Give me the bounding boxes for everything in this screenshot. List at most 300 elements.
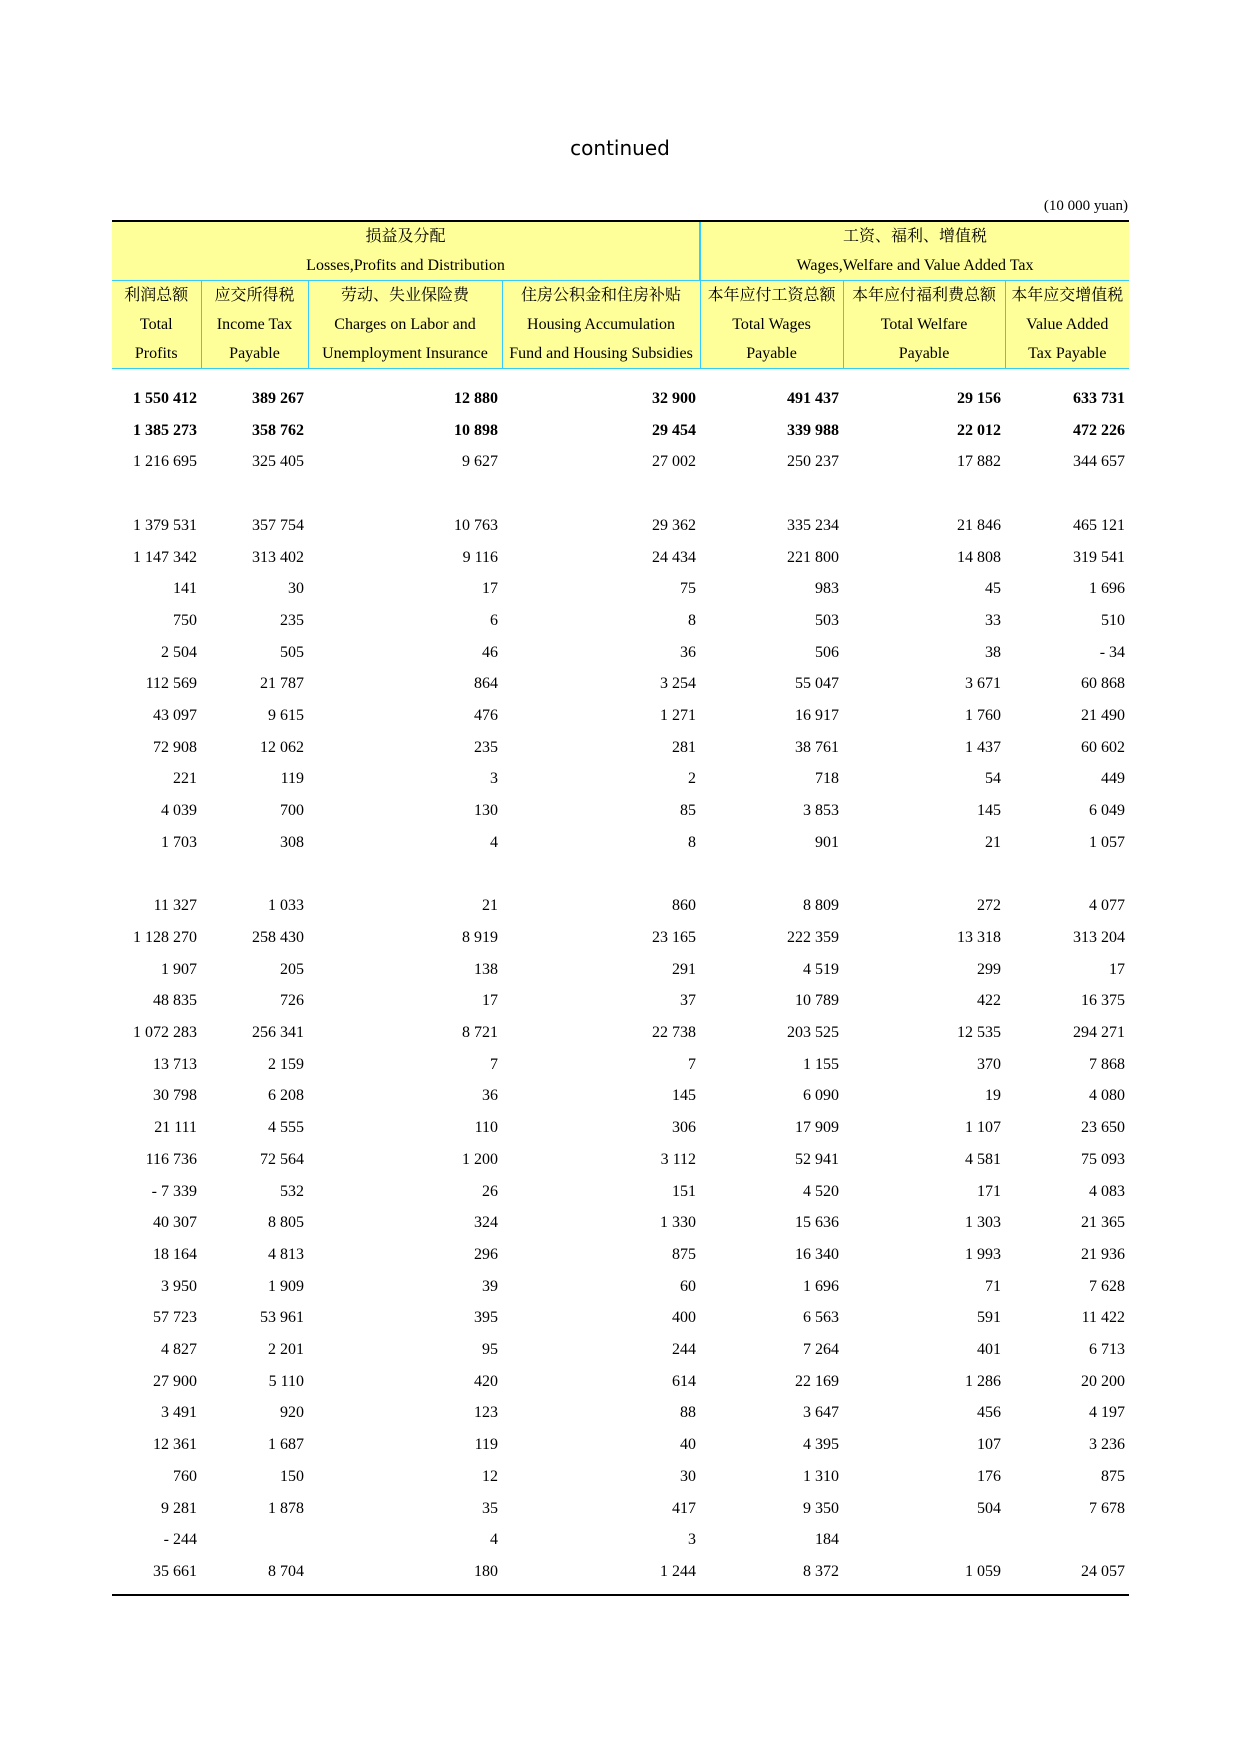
table-row [112, 1239, 1129, 1271]
table-cell: 38 761 [795, 738, 840, 756]
table-cell: 339 988 [787, 421, 840, 439]
table-row [112, 1049, 1129, 1081]
table-cell: 1 059 [843, 1556, 1005, 1595]
table-cell: 35 [482, 1499, 498, 1517]
table-row [112, 1144, 1129, 1176]
table-cell: 875 [1101, 1467, 1126, 1485]
table-cell: 88 [680, 1404, 697, 1422]
table-cell: 53 961 [260, 1309, 304, 1327]
page-title: continued [570, 136, 670, 160]
table-cell: 39 [482, 1277, 498, 1295]
table-row [112, 1176, 1129, 1208]
table-cell: 48 835 [153, 992, 197, 1010]
table-cell: 112 569 [145, 675, 197, 693]
spacer-row [112, 478, 1129, 510]
table-cell: 15 636 [795, 1214, 840, 1232]
table-row [112, 668, 1129, 700]
table-row [112, 510, 1129, 542]
table-cell: 6 208 [268, 1087, 304, 1105]
table-cell: 32 900 [652, 390, 697, 407]
table-row [112, 542, 1129, 574]
table-cell: 1 244 [502, 1556, 700, 1595]
table-cell: 235 [474, 738, 498, 756]
table-cell: 4 039 [161, 802, 197, 820]
unit-label: (10 000 yuan) [1043, 198, 1128, 214]
table-cell: 21 [985, 833, 1002, 851]
group-header-losses-en: Losses,Profits and Distribution [112, 251, 700, 281]
table-cell: 1 696 [803, 1277, 840, 1295]
table-cell: 151 [672, 1182, 697, 1200]
table-cell: 1 907 [161, 960, 197, 978]
table-cell: 2 159 [268, 1055, 304, 1073]
table-cell: 400 [672, 1309, 697, 1327]
table-cell: 3 254 [660, 675, 697, 693]
table-cell: 40 307 [153, 1214, 197, 1232]
table-cell: 203 525 [787, 1024, 840, 1042]
table-cell: 5 110 [268, 1372, 304, 1390]
table-cell: 395 [474, 1309, 498, 1327]
table-cell: 12 [482, 1467, 498, 1485]
table-row [112, 415, 1129, 447]
table-cell: 60 602 [1081, 738, 1126, 756]
table-cell: 221 800 [787, 548, 840, 566]
table-cell: 4 080 [1089, 1087, 1126, 1105]
table-cell: 401 [977, 1341, 1002, 1359]
table-row [112, 1271, 1129, 1303]
col-header-total-wages-en1: Total Wages [700, 310, 843, 339]
table-cell: 291 [672, 960, 697, 978]
table-cell: 335 234 [787, 516, 840, 534]
table-cell: 10 898 [454, 421, 498, 439]
table-cell: 205 [280, 960, 304, 978]
col-header-labor-insurance-en1: Charges on Labor and [308, 310, 502, 339]
table-row [112, 573, 1129, 605]
col-header-total-profits-en2: Profits [112, 339, 201, 369]
table-cell: 3 853 [803, 802, 840, 820]
table-cell: 2 504 [161, 643, 197, 661]
table-cell: 726 [280, 992, 304, 1010]
table-cell: 130 [474, 802, 498, 820]
table-cell: 9 350 [803, 1499, 840, 1517]
table-row [112, 1397, 1129, 1429]
table-cell: 4 [490, 833, 498, 851]
table-cell: 35 661 [112, 1556, 201, 1595]
table-cell: 3 671 [965, 675, 1002, 693]
table-cell: - 244 [163, 1531, 197, 1549]
table-cell: 718 [815, 770, 840, 788]
table-cell: 138 [474, 960, 498, 978]
table-cell: 1 878 [268, 1499, 304, 1517]
table-cell: 54 [985, 770, 1002, 788]
table-cell: 176 [977, 1467, 1002, 1485]
table-cell: 6 049 [1089, 802, 1126, 820]
table-cell: 116 736 [145, 1150, 197, 1168]
table-cell: 250 237 [787, 453, 840, 471]
table-cell: 110 [474, 1119, 498, 1137]
table-cell: 21 365 [1081, 1214, 1126, 1232]
col-header-housing-fund-en2: Fund and Housing Subsidies [502, 339, 700, 369]
table-row [112, 922, 1129, 954]
col-header-total-profits-zh: 利润总额 [112, 281, 201, 311]
table-cell: 16 340 [795, 1245, 840, 1263]
table-cell: 21 846 [957, 516, 1002, 534]
table-row [112, 890, 1129, 922]
table-cell: 24 057 [1005, 1556, 1129, 1595]
table-cell: 3 950 [161, 1277, 197, 1295]
table-cell: 532 [280, 1182, 304, 1200]
table-cell: 33 [985, 611, 1002, 629]
table-header [112, 221, 1129, 369]
table-row [112, 1112, 1129, 1144]
group-header-wages-zh: 工资、福利、增值税 [700, 221, 1129, 251]
table-cell: 1 437 [965, 738, 1002, 756]
table-cell: 16 917 [795, 707, 840, 725]
table-cell: 27 900 [153, 1372, 197, 1390]
table-cell: 3 491 [161, 1404, 197, 1422]
table-cell: 19 [985, 1087, 1002, 1105]
table-cell: 299 [977, 960, 1002, 978]
table-cell: 21 936 [1081, 1245, 1126, 1263]
table-cell: 7 868 [1089, 1055, 1126, 1073]
table-cell: 45 [985, 580, 1002, 598]
table-cell: 6 090 [803, 1087, 840, 1105]
table-cell: 119 [474, 1436, 498, 1454]
table-row [112, 1302, 1129, 1334]
table-cell: 860 [672, 897, 697, 915]
table-cell: 1 703 [161, 833, 197, 851]
table-cell: 17 909 [795, 1119, 840, 1137]
table-cell: 7 678 [1089, 1499, 1126, 1517]
table-cell: 319 541 [1073, 548, 1126, 566]
col-header-total-wages-en2: Payable [700, 339, 843, 369]
table-cell: 17 [482, 992, 498, 1010]
table-row [112, 1017, 1129, 1049]
table-cell: 9 627 [462, 453, 498, 471]
col-header-labor-insurance-en2: Unemployment Insurance [308, 339, 502, 369]
table-cell: 21 111 [154, 1119, 197, 1137]
group-header-wages-en: Wages,Welfare and Value Added Tax [700, 251, 1129, 281]
table-cell: 12 361 [153, 1436, 197, 1454]
table-cell: 141 [173, 580, 197, 598]
table-cell: 55 047 [795, 675, 840, 693]
table-cell: 1 385 273 [133, 421, 197, 439]
table-cell: 510 [1101, 611, 1126, 629]
table-cell: 36 [482, 1087, 498, 1105]
table-cell: 75 [680, 580, 697, 598]
table-row [112, 985, 1129, 1017]
table-cell: 313 204 [1073, 928, 1126, 946]
table-row [112, 1334, 1129, 1366]
table-cell: - 34 [1099, 643, 1126, 661]
table-cell: 150 [280, 1467, 304, 1485]
table-cell: 4 083 [1089, 1182, 1126, 1200]
table-cell: 1 379 531 [133, 516, 197, 534]
table-cell: 11 422 [1081, 1309, 1126, 1327]
col-header-total-welfare-en2: Payable [843, 339, 1005, 369]
table-cell: 22 169 [795, 1372, 840, 1390]
table-cell: 420 [474, 1372, 498, 1390]
table-cell: 1 760 [965, 707, 1002, 725]
table-cell: 256 341 [252, 1024, 304, 1042]
table-cell: 29 362 [652, 516, 697, 534]
table-cell: 1 033 [268, 897, 304, 915]
table-cell: 4 519 [803, 960, 840, 978]
table-cell: 180 [308, 1556, 502, 1595]
table-cell: 13 713 [153, 1055, 197, 1073]
table-cell: 3 647 [803, 1404, 840, 1422]
table-cell: 476 [474, 707, 498, 725]
table-cell [201, 1524, 308, 1556]
table-cell: 1 550 412 [133, 390, 197, 407]
table-cell: 370 [977, 1055, 1002, 1073]
table-cell: 281 [672, 738, 697, 756]
table-cell: 7 264 [803, 1341, 840, 1359]
table-cell: 60 868 [1081, 675, 1126, 693]
table-cell: 750 [173, 611, 197, 629]
table-cell: 60 [680, 1277, 697, 1295]
table-cell: 8 919 [462, 928, 498, 946]
col-header-vat-en1: Value Added [1005, 310, 1129, 339]
col-header-total-welfare-en1: Total Welfare [843, 310, 1005, 339]
table-cell: 38 [985, 643, 1002, 661]
table-row [112, 795, 1129, 827]
table-cell: 1 330 [660, 1214, 697, 1232]
table-cell: 10 789 [795, 992, 840, 1010]
table-cell: 760 [173, 1467, 197, 1485]
table-cell: 221 [173, 770, 197, 788]
table-cell: 1 310 [803, 1467, 840, 1485]
table-cell: 901 [815, 833, 840, 851]
table-cell: 7 [688, 1055, 697, 1073]
table-cell: 12 880 [454, 390, 498, 407]
table-cell: 235 [280, 611, 304, 629]
col-header-vat-zh: 本年应交增值税 [1005, 281, 1129, 311]
table-cell: 294 271 [1073, 1024, 1126, 1042]
table-cell: 344 657 [1073, 453, 1126, 471]
table-cell: 20 200 [1081, 1372, 1126, 1390]
table-cell: 325 405 [252, 453, 304, 471]
table-body [112, 369, 1129, 1595]
table-cell: 30 [288, 580, 304, 598]
table-row [112, 1461, 1129, 1493]
table-cell: 17 [1109, 960, 1126, 978]
table-cell: 8 805 [268, 1214, 304, 1232]
table-cell: 1 909 [268, 1277, 304, 1295]
table-cell: 119 [280, 770, 304, 788]
table-cell: 465 121 [1073, 516, 1126, 534]
table-cell: 29 156 [957, 390, 1002, 407]
table-cell: 3 112 [660, 1150, 697, 1168]
table-cell: 1 303 [965, 1214, 1002, 1232]
table-row [112, 700, 1129, 732]
table-cell: 10 763 [454, 516, 498, 534]
table-cell: 37 [680, 992, 697, 1010]
table-cell: 4 581 [965, 1150, 1002, 1168]
table-cell: 3 [490, 770, 498, 788]
table-cell: 1 057 [1089, 833, 1126, 851]
table-cell: 4 197 [1089, 1404, 1126, 1422]
table-cell: 30 [680, 1467, 697, 1485]
table-cell: 505 [280, 643, 304, 661]
table-cell: 171 [977, 1182, 1002, 1200]
table-cell: 24 434 [652, 548, 697, 566]
table-cell: 8 704 [201, 1556, 308, 1595]
table-cell: 4 813 [268, 1245, 304, 1263]
table-cell: 614 [672, 1372, 697, 1390]
table-cell: 1 072 283 [133, 1024, 197, 1042]
table-cell: 258 430 [252, 928, 304, 946]
table-cell: 272 [977, 897, 1002, 915]
table-cell: 7 [490, 1055, 498, 1073]
table-cell: 21 490 [1081, 707, 1126, 725]
table-cell: 1 128 270 [133, 928, 197, 946]
table-cell: 491 437 [787, 390, 840, 407]
col-header-labor-insurance-zh: 劳动、失业保险费 [308, 281, 502, 311]
table-cell: 3 236 [1089, 1436, 1126, 1454]
table-row [112, 1493, 1129, 1525]
table-cell: 72 564 [260, 1150, 304, 1168]
table-cell: 4 [490, 1531, 498, 1549]
table-cell: 6 563 [803, 1309, 840, 1327]
table-cell: 313 402 [252, 548, 304, 566]
table-cell: 4 555 [268, 1119, 304, 1137]
table-cell: 422 [977, 992, 1002, 1010]
table-cell: 8 [688, 833, 697, 851]
spacer-row [112, 859, 1129, 891]
table-cell: 324 [474, 1214, 498, 1232]
table-row [112, 732, 1129, 764]
table-cell: 23 165 [652, 928, 697, 946]
table-cell: 1 286 [965, 1372, 1002, 1390]
table-cell: 57 723 [153, 1309, 197, 1327]
col-header-total-wages-zh: 本年应付工资总额 [700, 281, 843, 311]
table-cell: 244 [672, 1341, 697, 1359]
table-row [112, 1207, 1129, 1239]
table-cell: 7 628 [1089, 1277, 1126, 1295]
table-row [112, 637, 1129, 669]
table-cell: 4 077 [1089, 897, 1126, 915]
table-cell: 11 327 [153, 897, 197, 915]
table-cell: 633 731 [1073, 390, 1126, 407]
table-row [112, 1366, 1129, 1398]
col-header-housing-fund-zh: 住房公积金和住房补贴 [502, 281, 700, 311]
table-cell: 3 [688, 1531, 697, 1549]
table-cell: 9 281 [161, 1499, 197, 1517]
table-cell: 875 [672, 1245, 697, 1263]
table-cell: 308 [280, 833, 304, 851]
table-cell: 1 696 [1089, 580, 1126, 598]
table-cell: 503 [815, 611, 840, 629]
table-cell: 2 [688, 770, 697, 788]
table-cell: 1 155 [803, 1055, 840, 1073]
col-header-income-tax-en1: Income Tax [201, 310, 308, 339]
table-cell: 22 738 [652, 1024, 697, 1042]
table-cell: 700 [280, 802, 304, 820]
col-header-total-profits-en1: Total [112, 310, 201, 339]
table-cell: 506 [815, 643, 840, 661]
table-cell: 472 226 [1073, 421, 1126, 439]
table-cell: 75 093 [1081, 1150, 1126, 1168]
table-cell: 184 [815, 1531, 840, 1549]
table-cell: 29 454 [652, 421, 697, 439]
table-cell: 12 535 [957, 1024, 1002, 1042]
table-cell: 145 [672, 1087, 697, 1105]
table-cell: 40 [680, 1436, 697, 1454]
table-cell: 13 318 [957, 928, 1002, 946]
table-row [112, 605, 1129, 637]
col-header-vat-en2: Tax Payable [1005, 339, 1129, 369]
table-cell: 52 941 [795, 1150, 840, 1168]
table-cell: 449 [1101, 770, 1126, 788]
table-cell: - 7 339 [151, 1182, 197, 1200]
table-cell: 23 650 [1081, 1119, 1126, 1137]
table-cell: 357 754 [252, 516, 304, 534]
table-cell: 1 993 [965, 1245, 1002, 1263]
table-cell: 296 [474, 1245, 498, 1263]
table-cell: 30 798 [153, 1087, 197, 1105]
table-cell: 107 [977, 1436, 1002, 1454]
table-cell: 22 012 [957, 421, 1002, 439]
table-row [112, 1429, 1129, 1461]
table-cell: 983 [815, 580, 840, 598]
table-cell: 2 201 [268, 1341, 304, 1359]
table-row [112, 827, 1129, 859]
table-cell: 9 116 [462, 548, 498, 566]
table-cell: 8 721 [462, 1024, 498, 1042]
table-cell: 4 520 [803, 1182, 840, 1200]
table-cell: 389 267 [252, 390, 304, 407]
table-cell: 864 [474, 675, 498, 693]
table-row [112, 446, 1129, 478]
table-cell: 8 809 [803, 897, 840, 915]
table-cell: 4 395 [803, 1436, 840, 1454]
table-cell: 456 [977, 1404, 1002, 1422]
table-cell: 4 827 [161, 1341, 197, 1359]
table-cell: 504 [977, 1499, 1002, 1517]
table-cell: 21 787 [260, 675, 304, 693]
col-header-income-tax-en2: Payable [201, 339, 308, 369]
table-cell: 21 [482, 897, 498, 915]
table-cell: 27 002 [652, 453, 697, 471]
table-cell: 1 107 [965, 1119, 1002, 1137]
table-cell: 18 164 [153, 1245, 197, 1263]
table-cell: 85 [680, 802, 697, 820]
table-row [112, 763, 1129, 795]
table-cell: 417 [672, 1499, 697, 1517]
table-cell: 71 [985, 1277, 1002, 1295]
table-cell: 920 [280, 1404, 304, 1422]
table-row [112, 1524, 1129, 1556]
table-row [112, 369, 1129, 415]
table-cell: 12 062 [260, 738, 304, 756]
table-cell: 1 200 [462, 1150, 498, 1168]
table-cell: 17 882 [957, 453, 1002, 471]
group-header-losses-zh: 损益及分配 [112, 221, 700, 251]
table-cell: 43 097 [153, 707, 197, 725]
table-cell: 17 [482, 580, 498, 598]
table-cell: 1 687 [268, 1436, 304, 1454]
table-cell: 145 [977, 802, 1002, 820]
table-cell: 1 147 342 [133, 548, 197, 566]
table-cell: 26 [482, 1182, 498, 1200]
table-cell: 1 216 695 [133, 453, 197, 471]
table-cell: 95 [482, 1341, 498, 1359]
table-row [112, 954, 1129, 986]
table-cell [843, 1524, 1005, 1556]
table-cell: 8 [688, 611, 697, 629]
table-cell: 8 372 [700, 1556, 843, 1595]
table-cell: 9 615 [268, 707, 304, 725]
